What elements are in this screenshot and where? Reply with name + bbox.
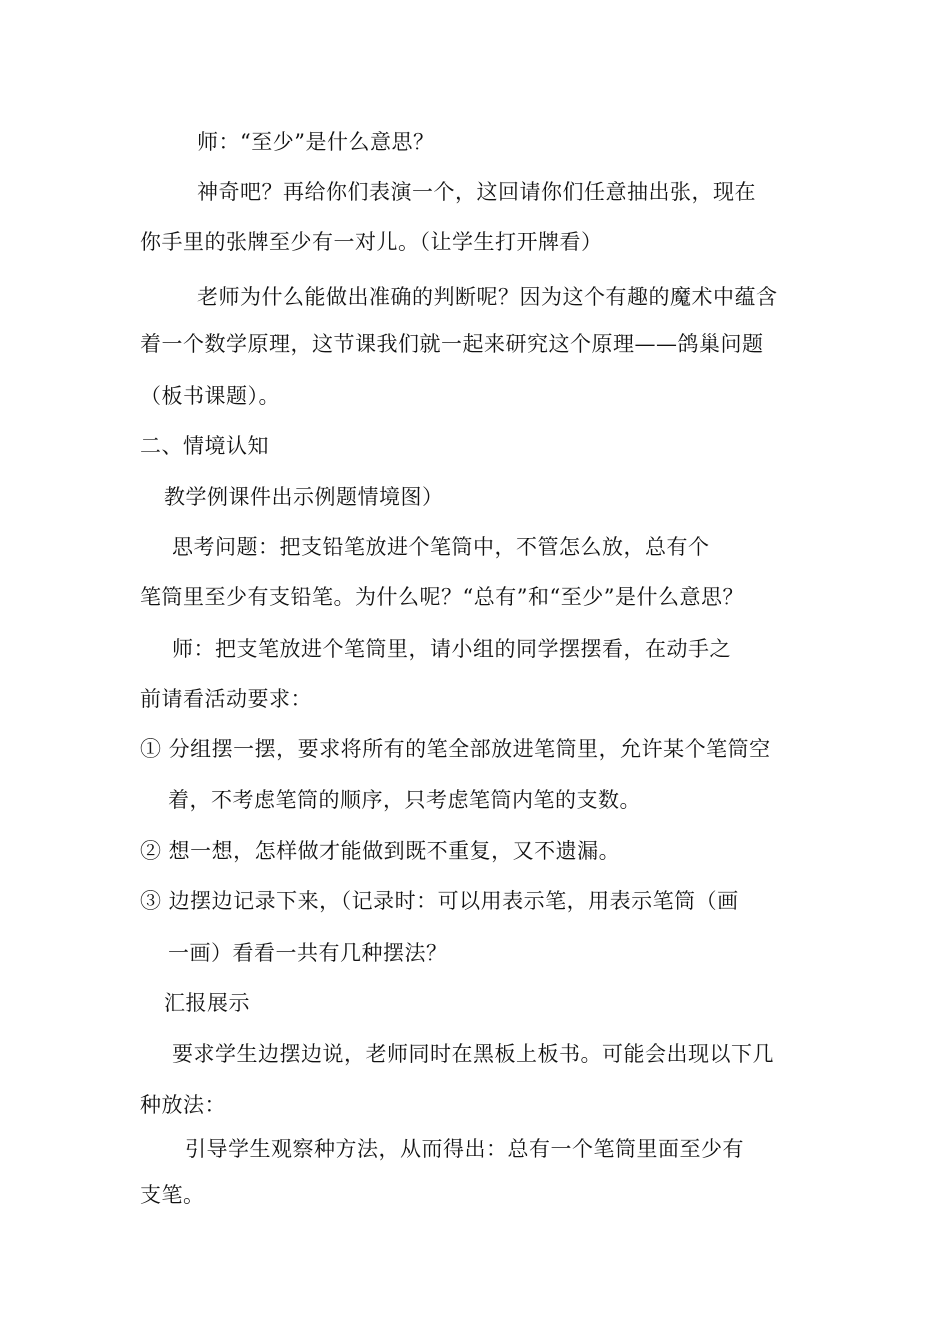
text-line: 你手里的张牌至少有一对儿。（让学生打开牌看） — [140, 230, 603, 254]
text-line: 老师为什么能做出准确的判断呢？因为这个有趣的魔术中蕴含 — [197, 285, 778, 309]
list-item: ① 分组摆一摆，要求将所有的笔全部放进笔筒里，允许某个笔筒空 — [140, 737, 771, 761]
text-line: （板书课题）。 — [140, 384, 280, 408]
text-line: 前请看活动要求： — [140, 687, 312, 711]
text-line: 师：“至少”是什么意思？ — [197, 130, 435, 154]
text-line: 要求学生边摆边说，老师同时在黑板上板书。可能会出现以下几 — [172, 1042, 774, 1066]
text-line: 神奇吧？再给你们表演一个，这回请你们任意抽出张，现在 — [197, 180, 756, 204]
section-heading: 二、情境认知 — [140, 434, 269, 458]
text-line: 师：把支笔放进个笔筒里，请小组的同学摆摆看，在动手之 — [172, 637, 731, 661]
list-item: ② 想一想，怎样做才能做到既不重复，又不遗漏。 — [140, 839, 621, 863]
text-line: 着一个数学原理，这节课我们就一起来研究这个原理——鸽巢问题 — [140, 332, 764, 356]
text-line: 支笔。 — [140, 1183, 205, 1207]
list-item: ③ 边摆边记录下来，（记录时：可以用表示笔，用表示笔筒（画 — [140, 889, 739, 913]
list-item-continuation: 一画）看看一共有几种摆法？ — [168, 941, 448, 965]
text-line: 引导学生观察种方法，从而得出：总有一个笔筒里面至少有 — [185, 1137, 744, 1161]
text-line: 笔筒里至少有支铅笔。为什么呢？“总有”和“至少”是什么意思？ — [140, 585, 744, 609]
text-line: 教学例课件出示例题情境图） — [164, 485, 444, 509]
text-line: 种放法： — [140, 1093, 226, 1117]
list-item-continuation: 着，不考虑笔筒的顺序，只考虑笔筒内笔的支数。 — [168, 788, 641, 812]
section-heading: 汇报展示 — [164, 991, 250, 1015]
text-line: 思考问题：把支铅笔放进个笔筒中，不管怎么放，总有个 — [172, 535, 710, 559]
